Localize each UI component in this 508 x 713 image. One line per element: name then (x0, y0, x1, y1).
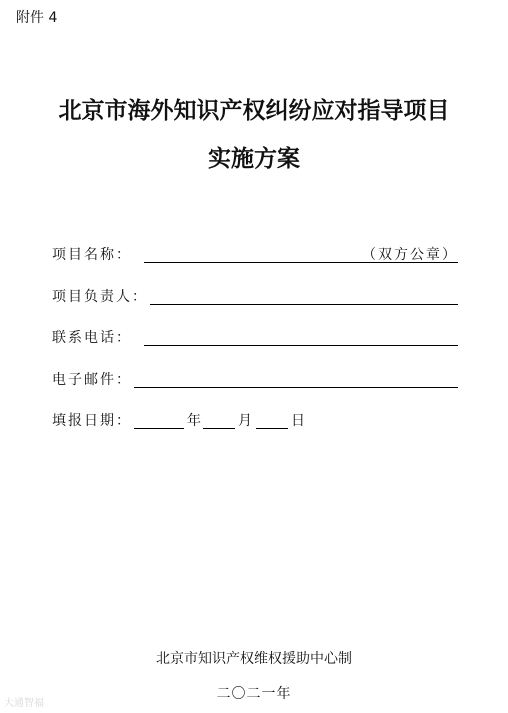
date-label: 填报日期： (52, 413, 132, 429)
document-title: 北京市海外知识产权纠纷应对指导项目 (58, 97, 450, 124)
email-field[interactable] (134, 387, 458, 388)
document-subtitle: 实施方案 (208, 145, 300, 172)
date-month-field[interactable] (203, 428, 235, 429)
issue-year: 二〇二一年 (216, 686, 292, 702)
phone-field[interactable] (144, 345, 458, 346)
date-year-field[interactable] (134, 428, 184, 429)
date-year-unit: 年 (187, 413, 203, 429)
watermark: 大通智福 (4, 698, 44, 709)
email-label: 电子邮件： (52, 372, 132, 388)
date-day-field[interactable] (256, 428, 288, 429)
date-day-unit: 日 (291, 413, 307, 429)
joint-seal-note: （双方公章） (362, 247, 458, 263)
project-leader-label: 项目负责人： (52, 289, 148, 305)
issuing-organization: 北京市知识产权维权援助中心制 (156, 651, 352, 667)
date-month-unit: 月 (238, 413, 254, 429)
project-leader-field[interactable] (150, 304, 458, 305)
phone-label: 联系电话： (52, 330, 132, 346)
attachment-label: 附件 4 (16, 10, 58, 26)
project-name-label: 项目名称： (52, 247, 132, 263)
